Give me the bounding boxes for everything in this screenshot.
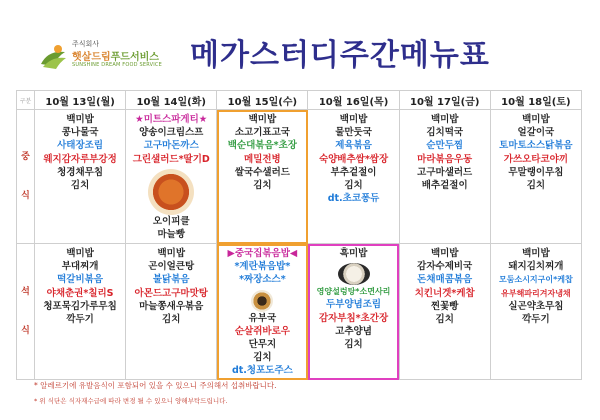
menu-item: 김치: [344, 180, 363, 192]
menu-item: 고구마샐러드: [417, 166, 473, 178]
menu-item: 마라볶음우동: [417, 153, 473, 165]
weekly-menu-table: [16, 90, 582, 380]
lunch-cell: [399, 110, 490, 244]
menu-items: [217, 244, 307, 378]
menu-item: 돈채매콤볶음: [417, 274, 473, 286]
menu-item: 쌀국수샐러드: [234, 166, 290, 178]
menu-item: 김치: [253, 352, 272, 364]
menu-item: 아몬드고구마맛탕: [134, 287, 208, 299]
menu-item: 마늘쫑새우볶음: [139, 300, 204, 312]
lunch-cell: [490, 110, 581, 244]
lunch-label-bottom: 식: [21, 190, 30, 201]
lunch-cell: [308, 110, 399, 244]
menu-items: [491, 244, 581, 326]
menu-item: 야채춘권*칠리S: [46, 287, 114, 299]
sun-leaf-logo-icon: [38, 42, 68, 72]
day-header: 10월 14일(화): [126, 91, 217, 110]
menu-item: 청포묵김가루무침: [43, 300, 117, 312]
menu-item: 순살쥐바로우: [234, 325, 290, 337]
menu-item: 양송이크림스프: [139, 127, 204, 139]
lunch-label: [17, 110, 35, 244]
menu-items: [400, 244, 490, 326]
menu-item: 백미밥: [430, 114, 459, 125]
seolleongtang-photo: [338, 263, 370, 285]
menu-item: 사태장조림: [57, 140, 104, 152]
menu-item: 얼갈이국: [517, 127, 555, 139]
dinner-cell: [308, 244, 399, 380]
menu-item: ★미트스파게티★: [135, 114, 208, 125]
menu-item: 부추겉절이: [330, 166, 377, 178]
dinner-cell: [217, 244, 308, 380]
menu-item: 고추양념: [335, 325, 372, 337]
menu-item: ▶중국집볶음밥◀: [227, 248, 298, 259]
menu-item: 순만두찜: [426, 140, 464, 152]
dinner-label-bottom: 식: [21, 325, 30, 336]
menu-item: 그린샐러드*딸기D: [132, 153, 210, 165]
menu-item: dt.초코퐁듀: [327, 193, 380, 205]
menu-item: 김치: [253, 180, 272, 192]
lunch-cell: [217, 110, 308, 244]
day-header: 10월 18일(토): [490, 91, 581, 110]
menu-item: 백미밥: [248, 114, 277, 125]
menu-item: 가쓰오타코야끼: [503, 153, 569, 165]
allergy-note: * 알레르기에 유발음식이 포함되어 있을 수 있으니 주의해서 섭취바랍니다.: [34, 381, 277, 390]
menu-item: *계란볶음밥*: [234, 261, 291, 273]
dinner-cell: [126, 244, 217, 380]
menu-item: 백순대볶음*초장: [227, 140, 297, 152]
menu-item: 소고기표고국: [234, 127, 290, 139]
lunch-label-top: 중: [21, 151, 30, 162]
menu-item: 백미밥: [522, 114, 550, 125]
menu-item: 백미밥: [430, 248, 459, 259]
company-english-name: SUNSHINE DREAM FOOD SERVICE: [72, 62, 162, 68]
dinner-cell: [35, 244, 126, 380]
menu-item: 곤이얼큰탕: [148, 261, 195, 273]
menu-item: 제육볶음: [335, 140, 372, 152]
menu-item: 메밀전병: [244, 153, 281, 165]
menu-item: 웨지감자루부강정: [43, 153, 117, 165]
corner-label: 구분: [17, 91, 35, 110]
menu-item: 물만둣국: [335, 127, 372, 139]
lunch-cell: [126, 110, 217, 244]
dinner-row: [17, 244, 582, 380]
menu-item: 유부해파리겨자냉채: [501, 288, 571, 298]
menu-item: 김치: [435, 314, 454, 326]
menu-item: 백미밥: [66, 248, 94, 259]
menu-item: 무말랭이무침: [508, 166, 564, 178]
day-header: 10월 17일(금): [399, 91, 490, 110]
menu-item: 백미밥: [522, 248, 550, 259]
menu-item: 콩나물국: [61, 127, 99, 139]
menu-item: 김치떡국: [426, 127, 464, 139]
menu-item: 깍두기: [522, 314, 550, 326]
menu-item: 김치: [162, 314, 181, 326]
menu-item: 치킨너겟*케찹: [414, 287, 475, 299]
change-note: * 위 식단은 식자재수급에 따라 변경 될 수 있으니 양해부탁드립니다.: [34, 397, 228, 405]
menu-item: 돼지김치찌개: [508, 261, 564, 273]
menu-item: *짜장소스*: [239, 274, 286, 286]
menu-items: [308, 110, 398, 205]
day-header: 10월 13일(월): [35, 91, 126, 110]
lunch-row: [17, 110, 582, 244]
menu-item: 배추겉절이: [421, 180, 468, 192]
lunch-cell: [35, 110, 126, 244]
menu-item: 토마토소스닭볶음: [499, 140, 573, 152]
menu-item: 깍두기: [66, 314, 94, 326]
menu-item: 유부국: [248, 312, 277, 324]
day-header: 10월 16일(목): [308, 91, 399, 110]
menu-items: [400, 110, 490, 192]
fried-rice-photo: [251, 290, 273, 312]
menu-item: 감자수제비국: [417, 261, 473, 273]
dinner-label-top: 석: [21, 286, 30, 297]
menu-item: 찐꽃빵: [430, 300, 459, 312]
dinner-cell: [399, 244, 490, 380]
menu-items: [308, 244, 398, 351]
menu-item: 김치: [526, 180, 546, 192]
menu-items: [35, 110, 125, 192]
menu-items: [126, 244, 216, 326]
dinner-cell: [490, 244, 581, 380]
menu-item: 두부양념조림: [326, 299, 382, 311]
menu-item: 감자부침*초간장: [318, 312, 389, 324]
company-name-part-a: 햇살드림: [72, 52, 111, 63]
menu-item: 모둠소시지구이*케찹: [499, 275, 573, 285]
menu-item: 흑미밥: [339, 248, 368, 259]
menu-items: [126, 110, 216, 241]
menu-item: 숙양배추쌈*쌈장: [318, 153, 389, 165]
menu-item: dt.청포도주스: [231, 365, 293, 377]
menu-item: 단무지: [248, 339, 277, 351]
menu-item: 백미밥: [339, 114, 368, 125]
menu-items: [35, 244, 125, 326]
menu-item: 오이피클: [152, 215, 190, 227]
menu-item: 마늘빵: [157, 229, 185, 241]
menu-item: 불닭볶음: [152, 274, 190, 286]
menu-item: 백미밥: [66, 114, 94, 125]
menu-item: 고구마돈까스: [143, 140, 199, 152]
menu-item: 김치: [70, 180, 90, 192]
day-header: 10월 15일(수): [217, 91, 308, 110]
menu-item: 영양설렁탕*소면사리: [316, 287, 391, 297]
page-header: [0, 0, 600, 88]
menu-items: [491, 110, 581, 192]
menu-items: [217, 110, 307, 192]
page-title: 메가스터디주간메뉴표: [190, 38, 490, 73]
menu-item: 청경채무침: [57, 166, 104, 178]
menu-item: 실곤약초무침: [508, 300, 564, 312]
dinner-label: [17, 244, 35, 380]
day-header-row: [17, 91, 582, 110]
menu-item: 부대찌개: [61, 261, 99, 273]
menu-item: 백미밥: [157, 248, 185, 259]
menu-item: 김치: [344, 339, 363, 351]
company-logo: [38, 36, 168, 80]
company-type: 주식회사: [72, 40, 100, 48]
company-name-part-b: 푸드서비스: [110, 52, 159, 63]
spaghetti-photo: [148, 169, 194, 215]
company-name: [72, 48, 159, 63]
menu-item: 떡갈비볶음: [57, 274, 104, 286]
